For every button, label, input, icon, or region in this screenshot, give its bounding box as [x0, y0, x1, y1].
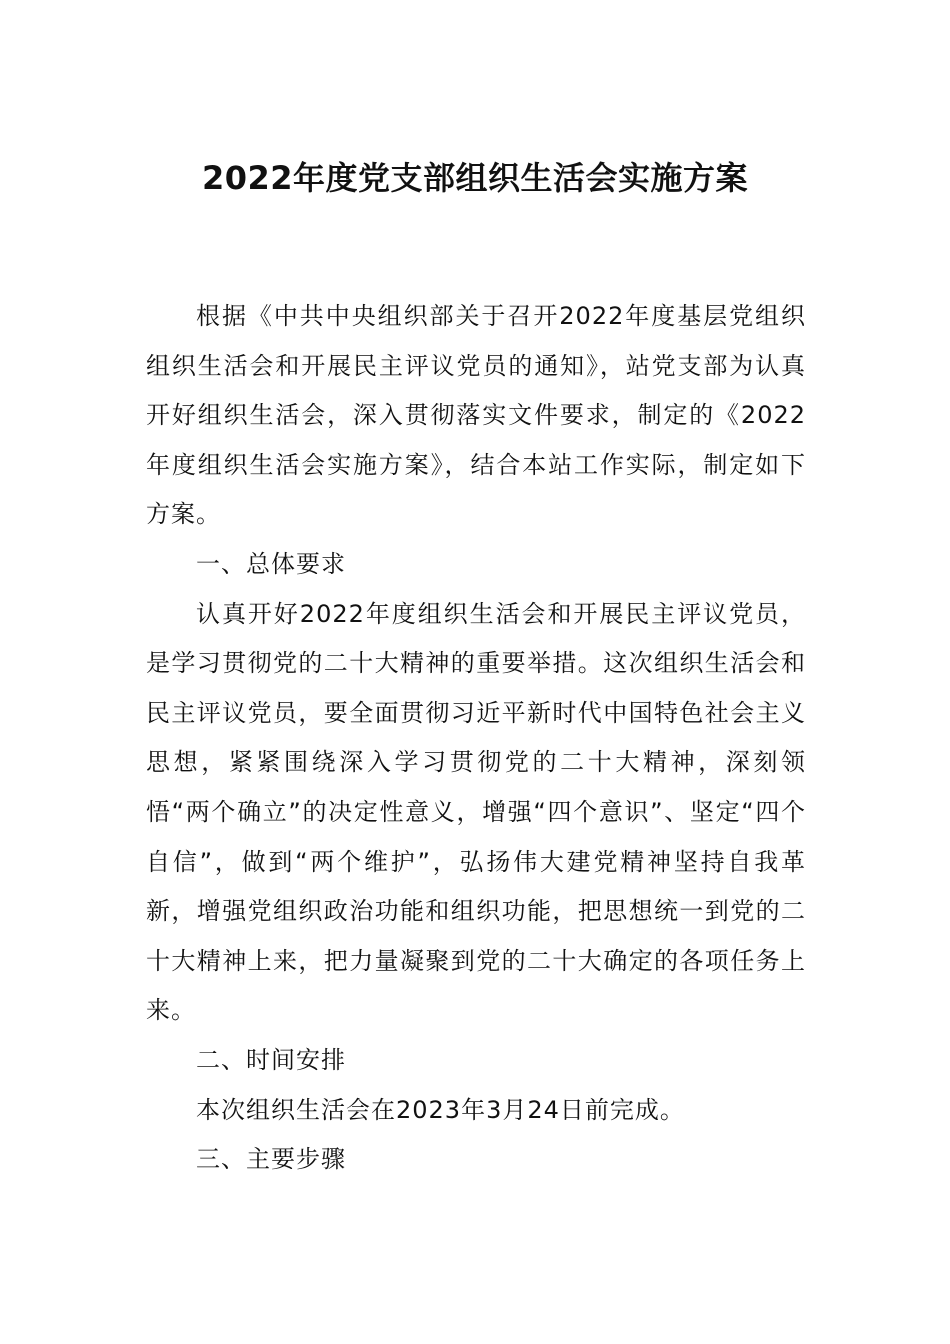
section-heading-schedule: 二、时间安排: [196, 1045, 346, 1074]
paragraph-intro: 根据《中共中央组织部关于召开2022年度基层党组织组织生活会和开展民主评议党员的通知》，站党支部为认真开好组织生活会，深入贯彻落实文件要求，制定的《2022年度组织生活会实施方案》，结合本站工作实际，制定如下方案。: [146, 302, 806, 529]
section-heading-main-steps: 三、主要步骤: [196, 1145, 346, 1174]
paragraph-overall-requirements: 认真开好2022年度组织生活会和开展民主评议党员，是学习贯彻党的二十大精神的重要举措。这次组织生活会和民主评议党员，要全面贯彻习近平新时代中国特色社会主义思想，紧紧围绕深入学习贯彻党的二十大精神，深刻领悟“两个确立”的决定性意义，增强“四个意识”、坚定“四个自信”，做到“两个维护”，弘扬伟大建党精神坚持自我革新，增强党组织政治功能和组织功能，把思想统一到党的二十大精神上来，把力量凝聚到党的二十大确定的各项任务上来。: [146, 599, 806, 1025]
document-body: [146, 292, 806, 1185]
document-title: 2022年度党支部组织生活会实施方案: [201, 159, 749, 197]
paragraph-schedule: 本次组织生活会在2023年3月24日前完成。: [196, 1095, 685, 1124]
section-heading-overall-requirements: 一、总体要求: [196, 549, 346, 578]
